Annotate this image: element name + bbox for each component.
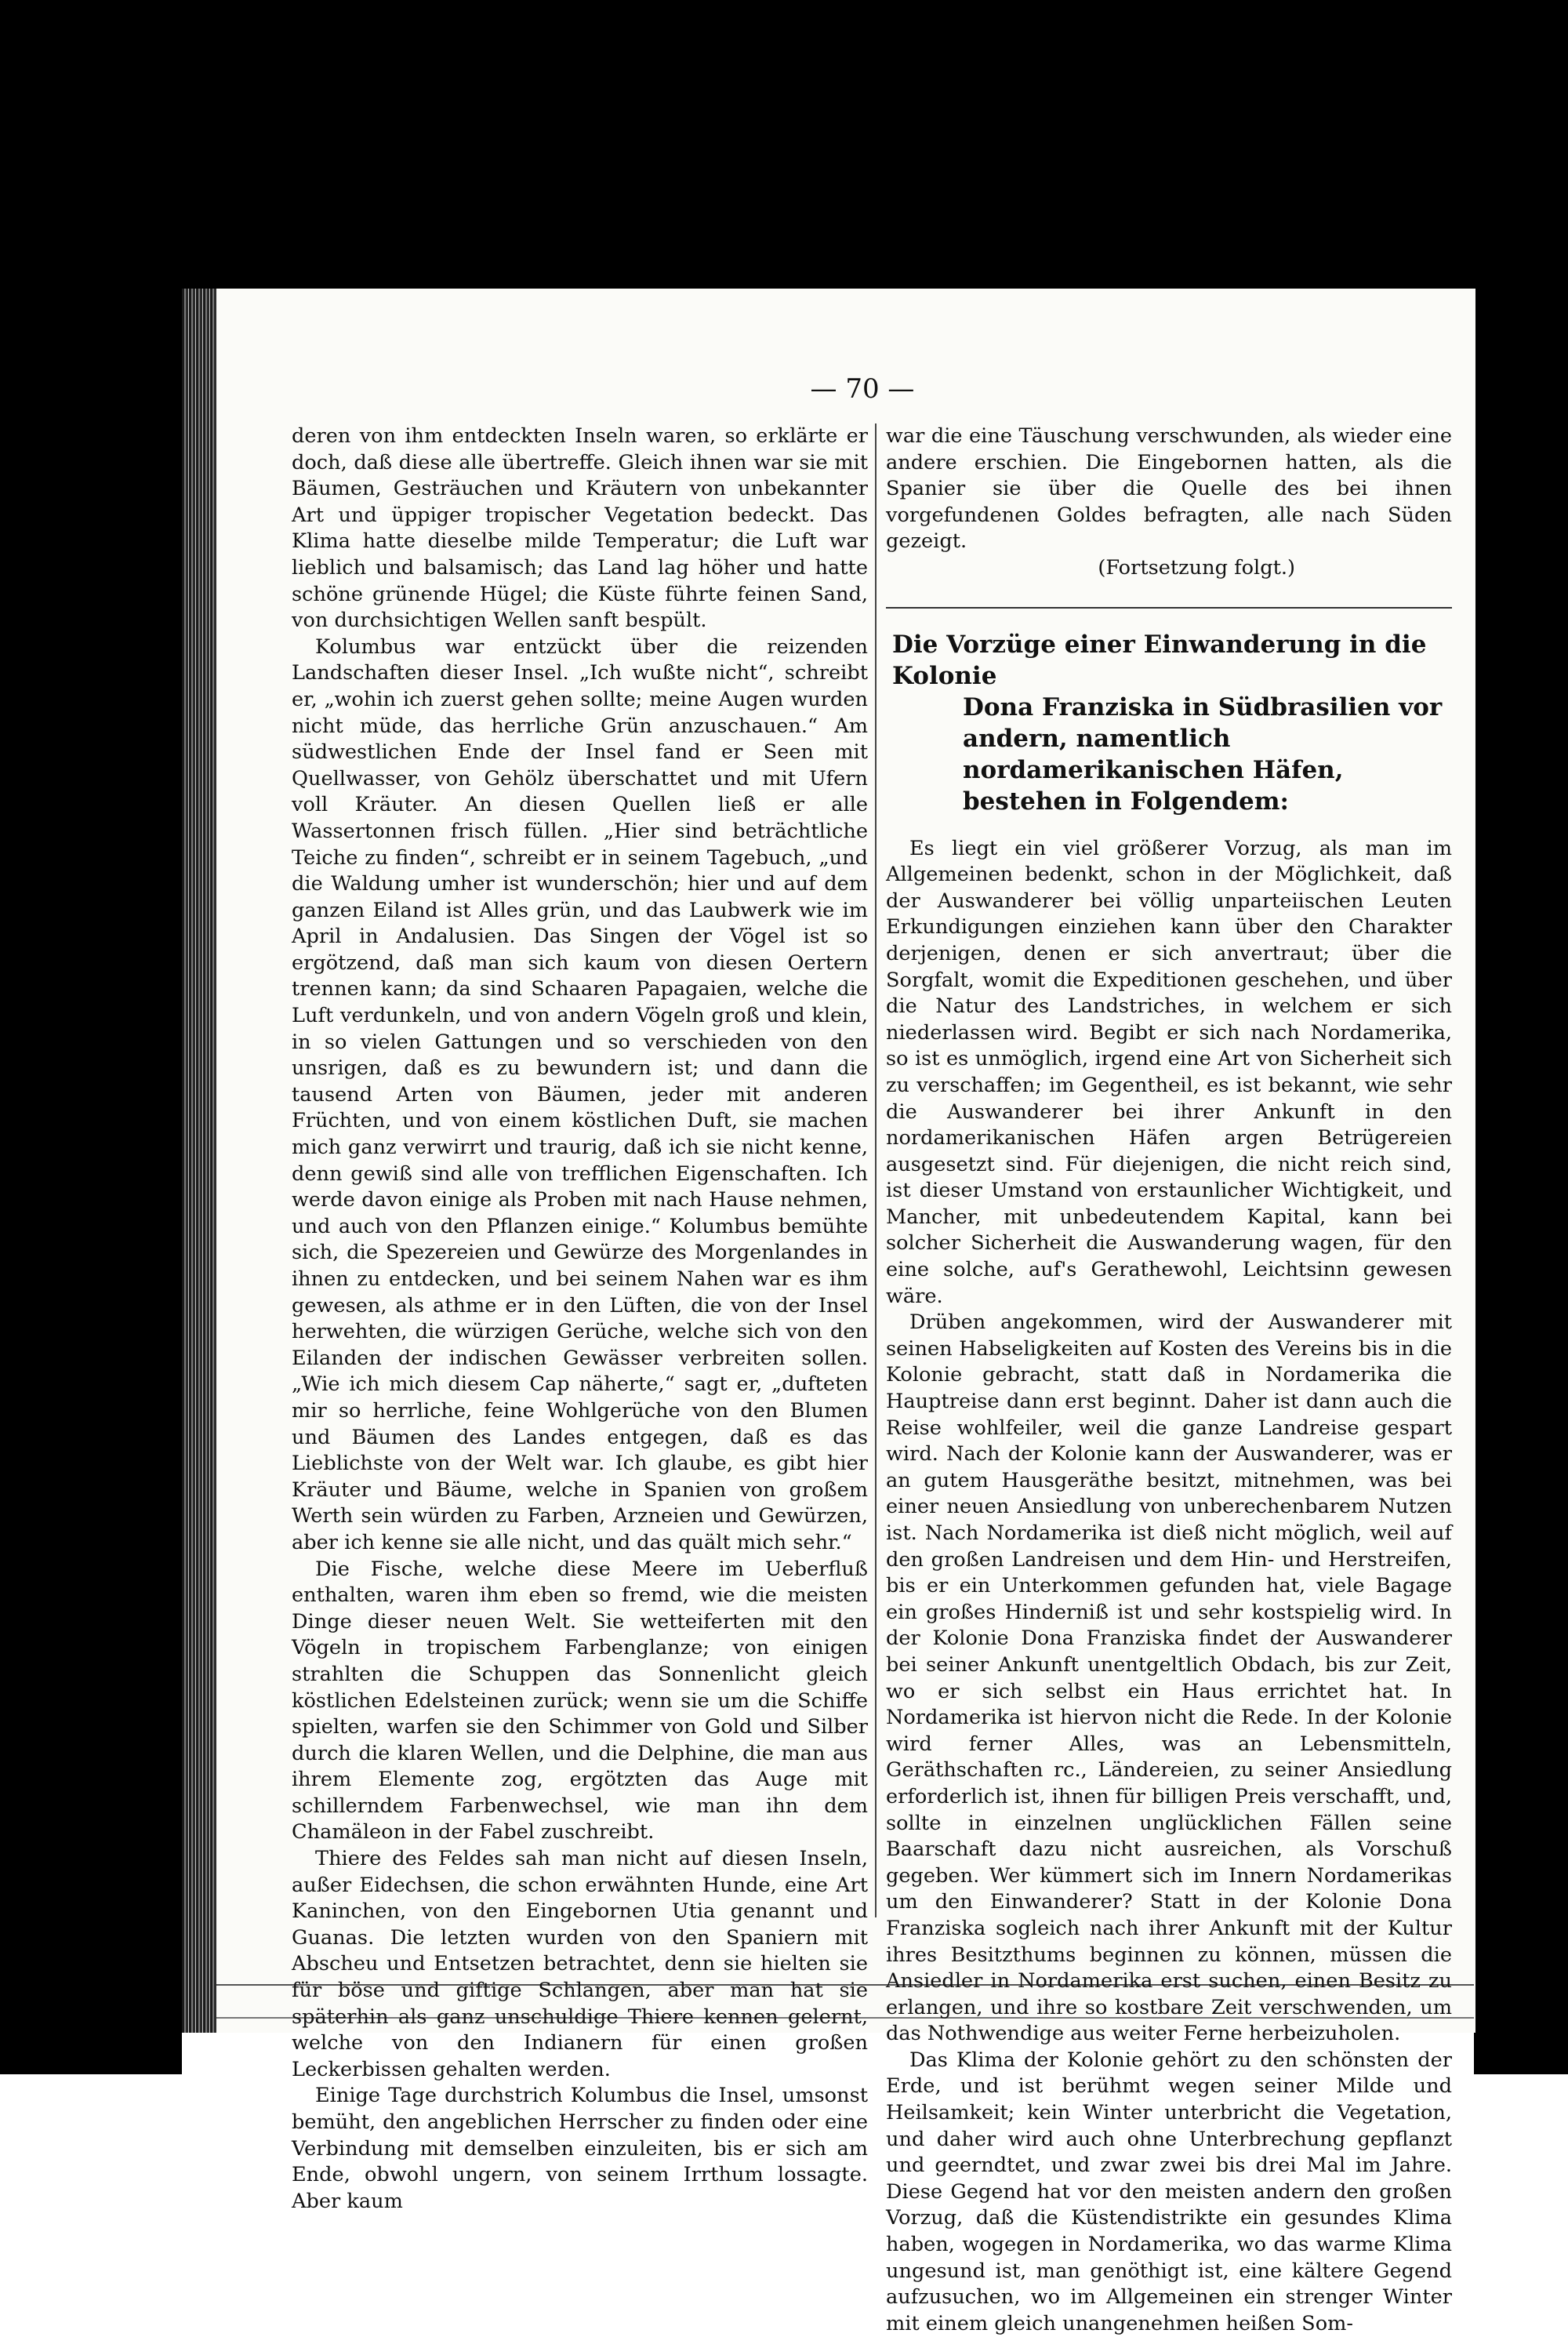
column-divider — [875, 423, 877, 1917]
left-column — [292, 423, 868, 2215]
right-column — [886, 423, 1452, 2337]
book-spine-edge — [182, 289, 216, 2033]
paragraph: Drüben angekommen, wird der Auswanderer mit seinen Habseligkeiten auf Kosten des Vereins bis in die Kolonie gebracht, statt daß in Nordamerika die Hauptreise dann erst beginnt. Daher ist dann auch die Reise wohlfeiler, weil die ganze Landreise gespart wird. Nach der Kolonie kann der Auswanderer, was er an gutem Hausgeräthe besitzt, mitnehmen, was bei einer neuen Ansiedlung von unberechenbarem Nutzen ist. Nach Nordamerika ist dieß nicht möglich, weil auf den großen Landreisen und dem Hin- und Herstreifen, bis er ein Unterkommen gefunden hat, viele Bagage ein großes Hinderniß ist und sehr kostspielig wird. In der Kolonie Dona Franziska findet der Auswanderer bei seiner Ankunft unentgeltlich Obdach, bis zur Zeit, wo er sich selbst ein Haus errichtet hat. In Nordamerika ist hiervon nicht die Rede. In der Kolonie wird ferner Alles, was an Lebensmitteln, Geräthschaften rc., Ländereien, zu seiner Ansiedlung erforderlich ist, ihnen für billigen Preis verschafft, und, sollte in einzelnen unglücklichen Fällen seine Baarschaft dazu nicht ausreichen, als Vorschuß gegeben. Wer kümmert sich im Innern Nordamerikas um den Einwanderer? Statt in der Kolonie Dona Franziska sogleich nach ihrer Ankunft mit der Kultur ihres Besitzthums beginnen zu können, müssen die Ansiedler in Nordamerika erst suchen, einen Besitz zu erlangen, und ihre so kostbare Zeit verschwenden, um das Nothwendige aus weiter Ferne herbeizuholen. — [886, 1310, 1452, 2046]
scan-border-top — [0, 0, 1568, 289]
article-title-line-2: Dona Franziska in Südbrasilien vor andern, namentlich nordamerikanischen Häfen, bestehen in Folgendem: — [963, 692, 1443, 816]
paragraph: Das Klima der Kolonie gehört zu den schönsten der Erde, und ist berühmt wegen seiner Milde und Heilsamkeit; kein Winter unterbricht die Vegetation, und daher wird auch ohne Unterbrechung gepflanzt und geerndtet, und zwar zwei bis drei Mal im Jahre. Diese Gegend hat vor den meisten andern den großen Vorzug, daß die Küstendistrikte ein gesundes Klima haben, wogegen in Nordamerika, wo das warme Klima ungesund ist, man genöthigt ist, eine kältere Gegend aufzusuchen, wo im Allgemeinen ein strenger Winter mit einem gleich unangenehmen heißen Som- — [886, 2048, 1452, 2335]
page-number: — 70 — — [810, 373, 915, 405]
paragraph: Einige Tage durchstrich Kolumbus die Insel, umsonst bemüht, den angeblichen Herrscher zu finden oder eine Verbindung mit demselben einzuleiten, bis er sich am Ende, obwohl ungern, von seinem Irrthum lossagte. Aber kaum — [292, 2084, 868, 2213]
article-title — [886, 629, 1452, 817]
paragraph-continuation: war die eine Täuschung verschwunden, als wieder eine andere erschien. Die Eingebornen hatten, als die Spanier sie über die Quelle des bei ihnen vorgefundenen Goldes befragten, alle nach Süden gezeigt. — [886, 424, 1452, 554]
paragraph: deren von ihm entdeckten Inseln waren, so erklärte er doch, daß diese alle übertreffe. Gleich ihnen war sie mit Bäumen, Gesträuchen und Kräutern von unbekannter Art und üppiger tropischer Vegetation bedeckt. Das Klima hatte dieselbe milde Temperatur; die Luft war lieblich und balsamisch; das Land lag höher und hatte schöne grünende Hügel; die Küste führte feinen Sand, von durchsichtigen Wellen sanft bespült. — [292, 424, 868, 633]
paragraph: Es liegt ein viel größerer Vorzug, als man im Allgemeinen bedenkt, schon in der Möglichkeit, daß der Auswanderer bei völlig unparteiischen Leuten Erkundigungen einziehen kann über den Charakter derjenigen, denen er sich anvertraut; über die Sorgfalt, womit die Expeditionen geschehen, und über die Natur des Landstriches, in welchem er sich niederlassen wird. Begibt er sich nach Nordamerika, so ist es unmöglich, irgend eine Art von Sicherheit sich zu verschaffen; im Gegentheil, es ist bekannt, wie sehr die Auswanderer bei ihrer Ankunft in den nordamerikanischen Häfen argen Betrügereien ausgesetzt sind. Für diejenigen, die nicht reich sind, ist dieser Umstand von erstaunlicher Wichtigkeit, und Mancher, mit unbedeutendem Kapital, kann bei solcher Sicherheit die Auswanderung wagen, für den eine solche, auf's Gerathewohl, Leichtsinn gewesen wäre. — [886, 836, 1452, 1308]
paragraph: Kolumbus war entzückt über die reizenden Landschaften dieser Insel. „Ich wußte nicht“, schreibt er, „wohin ich zuerst gehen sollte; meine Augen wurden nicht müde, das herrliche Grün anzuschauen.“ Am südwestlichen Ende der Insel fand er Seen mit Quellwasser, von Gehölz überschattet und mit Ufern voll Kräuter. An diesen Quellen ließ er alle Wassertonnen frisch füllen. „Hier sind beträchtliche Teiche zu finden“, schreibt er in seinem Tagebuch, „und die Waldung umher ist wunderschön; hier und auf dem ganzen Eiland ist Alles grün, und das Laubwerk wie im April in Andalusien. Das Singen der Vögel ist so ergötzend, daß man sich kaum von diesen Oertern trennen kann; da sind Schaaren Papagaien, welche die Luft verdunkeln, und von andern Vögeln groß und klein, in so vielen Gattungen und so verschieden von den unsrigen, daß es zu bewundern ist; und dann die tausend Arten von Bäumen, jeder mit anderen Früchten, und von einem köstlichen Duft, sie machen mich ganz verwirrt und traurig, daß ich sie nicht kenne, denn gewiß sind alle von trefflichen Eigenschaften. Ich werde davon einige als Proben mit nach Hause nehmen, und auch von den Pflanzen einige.“ Kolumbus bemühte sich, die Spezereien und Gewürze des Morgenlandes in ihnen zu entdecken, und bei seinem Nahen war es ihm gewesen, als athme er in den Lüften, die von der Insel herwehten, die würzigen Gerüche, welche sich von den Eilanden der indischen Gewässer verbreiten sollen. „Wie ich mich diesem Cap näherte,“ sagt er, „dufteten mir so herrliche, feine Wohlgerüche von den Blumen und Bäumen des Landes entgegen, daß es das Lieblichste von der Welt war. Ich glaube, es gibt hier Kräuter und Bäume, welche in Spanien von großem Werth sein würden zu Farben, Arzneien und Gewürzen, aber ich kenne sie alle nicht, und das quält mich sehr.“ — [292, 634, 868, 1554]
paragraph: Thiere des Feldes sah man nicht auf diesen Inseln, außer Eidechsen, die schon erwähnten Hunde, eine Art Kaninchen, von den Eingebornen Utia genannt und Guanas. Die letzten wurden von den Spaniern mit Abscheu und Entsetzen betrachtet, denn sie hielten sie für böse und giftige Schlangen, aber man hat sie späterhin als ganz unschuldige Thiere kennen gelernt, welche von den Indianern für einen großen Leckerbissen gehalten werden. — [292, 1847, 868, 2081]
scan-border-left — [0, 0, 182, 2074]
article-title-line-1: Die Vorzüge einer Einwanderung in die Kolonie — [892, 630, 1427, 690]
continued-note: (Fortsetzung folgt.) — [1098, 555, 1295, 580]
paragraph: Die Fische, welche diese Meere im Ueberfluß enthalten, waren ihm eben so fremd, wie die meisten Dinge dieser neuen Welt. Sie wetteiferten mit den Vögeln in tropischem Farbenglanze; von einigen strahlten die Schuppen das Sonnenlicht gleich köstlichen Edelsteinen zurück; wenn sie um die Schiffe spielten, warfen sie den Schimmer von Gold und Silber durch die klaren Wellen, und die Delphine, die man aus ihrem Elemente zog, ergötzten das Auge mit schillerndem Farbenwechsel, wie man ihn dem Chamäleon in der Fabel zuschreibt. — [292, 1557, 868, 1845]
scan-border-right — [1474, 259, 1568, 2074]
article-separator — [886, 607, 1452, 609]
